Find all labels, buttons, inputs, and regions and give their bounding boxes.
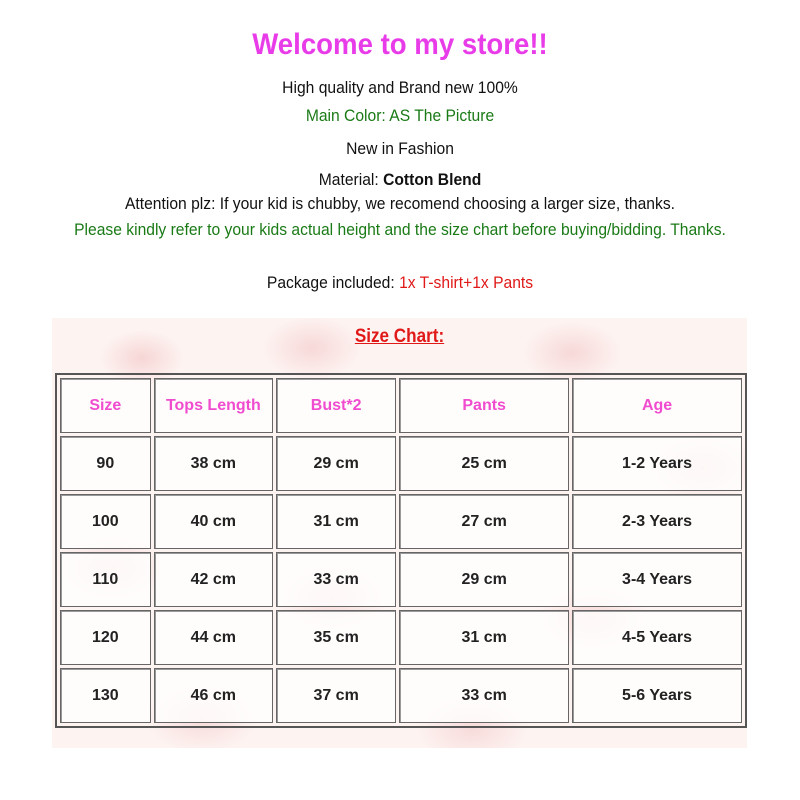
main-color-line: Main Color: AS The Picture: [305, 106, 495, 125]
table-row: [60, 436, 742, 491]
size-chart-title: Size Chart:: [354, 326, 445, 347]
material-label: Material:: [318, 170, 384, 189]
package-line: [32, 273, 768, 293]
cell-size: 100: [60, 494, 151, 549]
cell-age: 1-2 Years: [572, 436, 742, 491]
material-line: [32, 170, 768, 190]
cell-pants: 27 cm: [399, 494, 569, 549]
cell-size: 90: [60, 436, 151, 491]
cell-pants: 31 cm: [399, 610, 569, 665]
cell-size: 130: [60, 668, 151, 723]
cell-pants: 29 cm: [399, 552, 569, 607]
cell-bust: 33 cm: [276, 552, 396, 607]
cell-bust: 37 cm: [276, 668, 396, 723]
cell-pants: 33 cm: [399, 668, 569, 723]
package-label: Package included:: [266, 273, 400, 292]
table-row: [60, 668, 742, 723]
cell-age: 5-6 Years: [572, 668, 742, 723]
cell-tops-length: 46 cm: [154, 668, 273, 723]
cell-tops-length: 40 cm: [154, 494, 273, 549]
header-size: Size: [60, 378, 151, 433]
header-tops-length: Tops Length: [154, 378, 273, 433]
header-bust: Bust*2: [276, 378, 396, 433]
cell-tops-length: 38 cm: [154, 436, 273, 491]
cell-bust: 35 cm: [276, 610, 396, 665]
cell-size: 110: [60, 552, 151, 607]
cell-age: 4-5 Years: [572, 610, 742, 665]
cell-bust: 31 cm: [276, 494, 396, 549]
attention-line: Attention plz: If your kid is chubby, we recomend choosing a larger size, thanks.: [124, 194, 675, 213]
cell-tops-length: 44 cm: [154, 610, 273, 665]
table-header-row: [60, 378, 742, 433]
size-chart-section: [52, 318, 747, 748]
quality-line: High quality and Brand new 100%: [282, 78, 518, 97]
cell-tops-length: 42 cm: [154, 552, 273, 607]
cell-age: 2-3 Years: [572, 494, 742, 549]
table-row: [60, 552, 742, 607]
fashion-line: New in Fashion: [346, 139, 454, 158]
size-chart-table: [55, 373, 747, 728]
material-value: Cotton Blend: [383, 170, 482, 189]
cell-age: 3-4 Years: [572, 552, 742, 607]
table-row: [60, 494, 742, 549]
header-age: Age: [572, 378, 742, 433]
cell-pants: 25 cm: [399, 436, 569, 491]
refer-size-line: Please kindly refer to your kids actual height and the size chart before buying/bidding. Thanks.: [74, 220, 726, 239]
cell-size: 120: [60, 610, 151, 665]
package-value: 1x T-shirt+1x Pants: [399, 273, 534, 292]
table-row: [60, 610, 742, 665]
store-welcome-title: Welcome to my store!!: [252, 28, 548, 61]
header-pants: Pants: [399, 378, 569, 433]
cell-bust: 29 cm: [276, 436, 396, 491]
